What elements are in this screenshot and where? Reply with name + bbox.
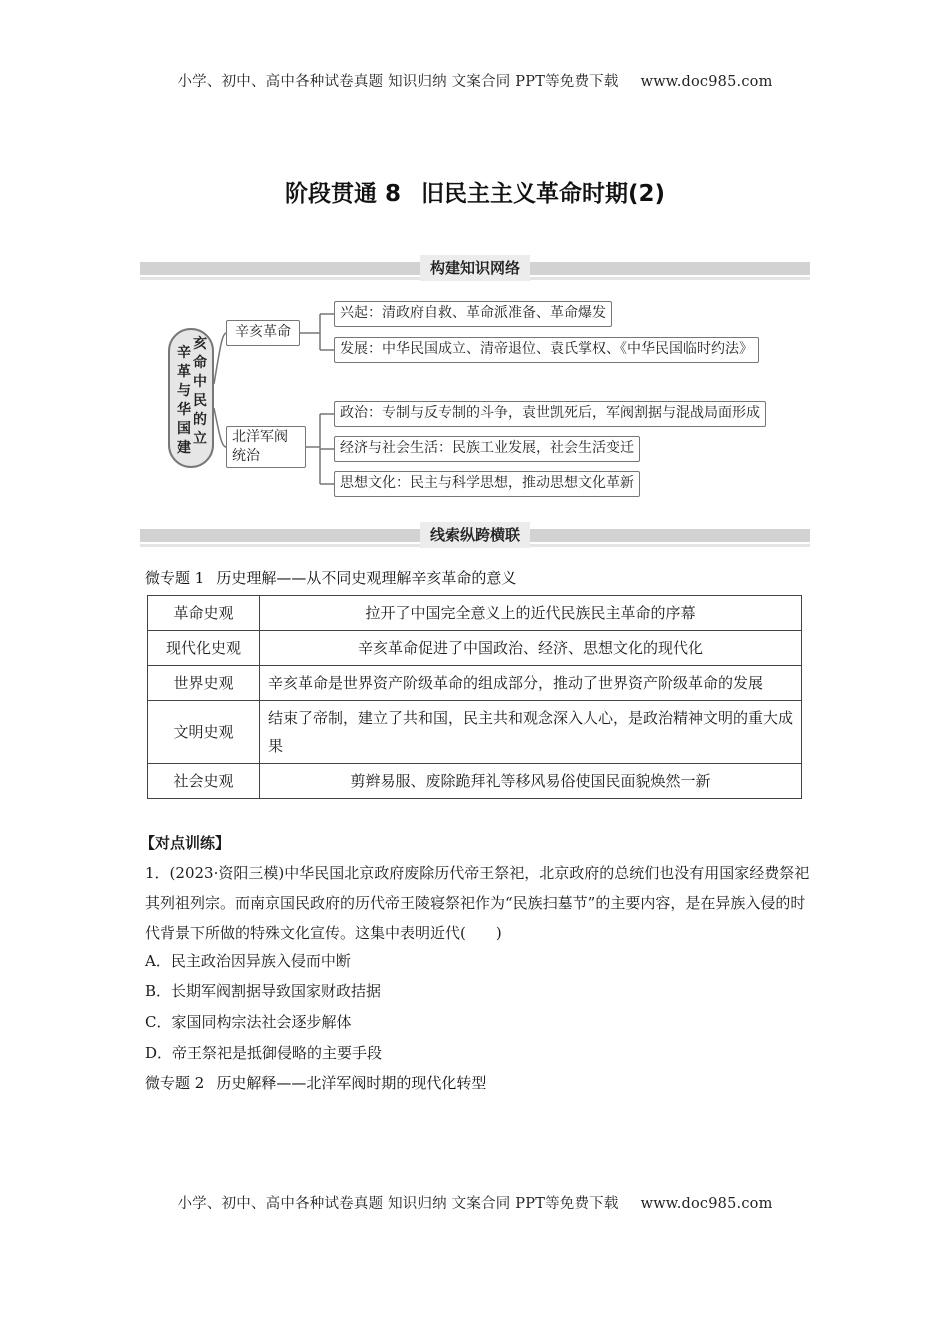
mindmap-root-col1: 辛 革 与 华 国 建 bbox=[177, 345, 191, 456]
option-d: D．帝王祭祀是抵御侵略的主要手段 bbox=[145, 1044, 383, 1062]
mindmap-leaf: 经济与社会生活：民族工业发展，社会生活变迁 bbox=[334, 436, 640, 462]
table-row bbox=[148, 701, 802, 764]
table-cell-key: 现代化史观 bbox=[148, 631, 260, 666]
topic-heading-2 bbox=[145, 1072, 486, 1093]
mindmap-leaf: 发展：中华民国成立、清帝退位、袁氏掌权、《中华民国临时约法》 bbox=[334, 337, 759, 363]
footer-text: 小学、初中、高中各种试卷真题 知识归纳 文案合同 PPT等免费下载 bbox=[177, 1196, 619, 1212]
topic-number: 微专题 1 bbox=[145, 569, 205, 587]
mindmap-branch-beiyang: 北洋军阀统治 bbox=[226, 426, 306, 468]
question-body: )中华民国北京政府废除历代帝王祭祀，北京政府的总统们也没有用国家经费祭祀其列祖列宗。而南京国民政府的历代帝王陵寝祭祀作为“民族扫墓节”的主要内容，是在异族入侵的时代背景下所做的特殊文化宣传。这集中表明近代( ) bbox=[145, 864, 810, 942]
page-footer bbox=[0, 1192, 950, 1213]
table-cell-key: 世界史观 bbox=[148, 666, 260, 701]
table-cell-value: 辛亥革命促进了中国政治、经济、思想文化的现代化 bbox=[260, 631, 802, 666]
topic-name: 历史解释——北洋军阀时期的现代化转型 bbox=[216, 1074, 487, 1092]
table-cell-value: 剪辫易服、废除跪拜礼等移风易俗使国民面貌焕然一新 bbox=[260, 764, 802, 799]
topic-heading-1 bbox=[145, 567, 516, 588]
table-cell-value: 结束了帝制，建立了共和国，民主共和观念深入人心，是政治精神文明的重大成果 bbox=[260, 701, 802, 764]
header-text: 小学、初中、高中各种试卷真题 知识归纳 文案合同 PPT等免费下载 bbox=[177, 74, 619, 90]
table-cell-key: 文明史观 bbox=[148, 701, 260, 764]
question-source: 资阳三模 bbox=[218, 864, 279, 882]
mindmap-root-col2: 亥 命 中 民 的 立 bbox=[193, 336, 207, 447]
title-part1: 阶段贯通 8 bbox=[284, 181, 401, 207]
mindmap-leaf: 政治：专制与反专制的斗争，袁世凯死后，军阀割据与混战局面形成 bbox=[334, 401, 766, 427]
mindmap-leaf: 兴起：清政府自救、革命派准备、革命爆发 bbox=[334, 301, 612, 327]
table-row bbox=[148, 764, 802, 799]
section-band-label: 线索纵跨横联 bbox=[420, 522, 530, 548]
question-number: 1．(2023· bbox=[145, 864, 219, 882]
perspectives-table bbox=[147, 595, 802, 799]
table-cell-value: 拉开了中国完全意义上的近代民族民主革命的序幕 bbox=[260, 596, 802, 631]
section-band-knowledge-network bbox=[140, 255, 810, 283]
knowledge-mindmap bbox=[160, 298, 800, 508]
table-cell-key: 革命史观 bbox=[148, 596, 260, 631]
table-cell-value: 辛亥革命是世界资产阶级革命的组成部分，推动了世界资产阶级革命的发展 bbox=[260, 666, 802, 701]
title-part2: 旧民主主义革命时期(2) bbox=[420, 181, 666, 207]
topic-number: 微专题 2 bbox=[145, 1074, 205, 1092]
table-row bbox=[148, 631, 802, 666]
mindmap-leaf: 思想文化：民主与科学思想，推动思想文化革新 bbox=[334, 471, 640, 497]
section-band-label: 构建知识网络 bbox=[420, 255, 530, 281]
table-row bbox=[148, 596, 802, 631]
option-a: A．民主政治因异族入侵而中断 bbox=[145, 952, 351, 970]
table-row bbox=[148, 666, 802, 701]
mindmap-branch-xinhai: 辛亥革命 bbox=[226, 320, 300, 346]
option-c: C．家国同构宗法社会逐步解体 bbox=[145, 1013, 352, 1031]
section-band-clues bbox=[140, 522, 810, 550]
topic-name: 历史理解——从不同史观理解辛亥革命的意义 bbox=[216, 569, 517, 587]
table-cell-key: 社会史观 bbox=[148, 764, 260, 799]
page-header bbox=[0, 70, 950, 91]
question-1 bbox=[145, 858, 815, 948]
footer-url: www.doc985.com bbox=[640, 1196, 773, 1212]
page-title bbox=[0, 175, 950, 208]
mindmap-root bbox=[168, 328, 214, 468]
practice-tag: 【对点训练】 bbox=[140, 834, 231, 852]
header-url: www.doc985.com bbox=[640, 74, 773, 90]
option-b: B．长期军阀割据导致国家财政拮据 bbox=[145, 982, 382, 1000]
